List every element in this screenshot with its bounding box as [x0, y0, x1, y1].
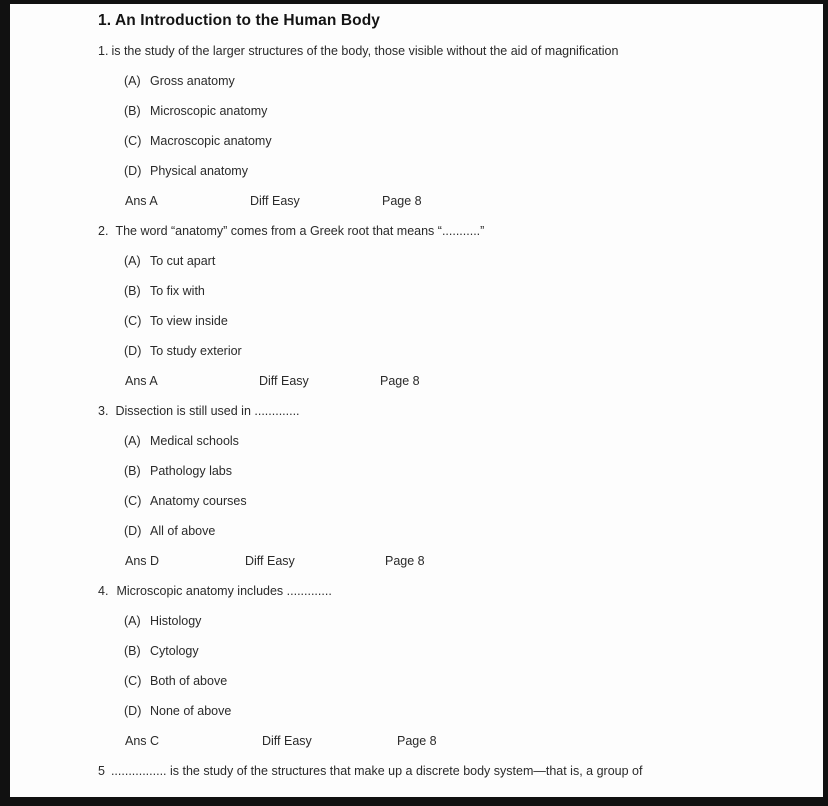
question-text: Dissection is still used in ............. — [115, 404, 300, 418]
option-marker: (D) — [124, 524, 142, 538]
page-ref-label: Page 8 — [385, 554, 425, 568]
option-marker: (C) — [124, 494, 142, 508]
option-line — [98, 696, 823, 726]
option-line — [98, 516, 823, 546]
question-line — [98, 36, 823, 66]
question-number: 1. — [98, 44, 109, 58]
option-text: None of above — [150, 704, 232, 718]
option-marker: (B) — [124, 284, 141, 298]
option-text: Microscopic anatomy — [150, 104, 268, 118]
option-marker: (D) — [124, 704, 142, 718]
option-line — [98, 156, 823, 186]
option-line — [98, 486, 823, 516]
question-block — [98, 216, 823, 396]
option-text: Histology — [150, 614, 202, 628]
document-page — [10, 4, 823, 797]
option-marker: (B) — [124, 644, 141, 658]
question-number: 4. — [98, 584, 109, 598]
answer-row — [98, 186, 823, 216]
answer-row — [98, 366, 823, 396]
difficulty-label: Diff Easy — [250, 194, 300, 208]
question-block — [98, 576, 823, 756]
option-line — [98, 666, 823, 696]
question-line — [98, 396, 823, 426]
answer-label: Ans D — [125, 554, 160, 568]
option-marker: (C) — [124, 134, 142, 148]
question-text: The word “anatomy” comes from a Greek root that means “...........” — [115, 224, 485, 238]
option-marker: (A) — [124, 434, 141, 448]
question-text: is the study of the larger structures of the body, those visible without the aid of magnification — [111, 44, 619, 58]
option-text: Medical schools — [150, 434, 239, 448]
question-text: ................ is the study of the structures that make up a discrete body system—that is, a group of — [110, 764, 643, 778]
option-marker: (C) — [124, 674, 142, 688]
answer-row — [98, 546, 823, 576]
page-ref-label: Page 8 — [397, 734, 437, 748]
question-number: 5 — [98, 764, 105, 778]
option-line — [98, 336, 823, 366]
document-content — [10, 4, 823, 786]
option-marker: (B) — [124, 464, 141, 478]
option-text: Macroscopic anatomy — [150, 134, 272, 148]
option-marker: (C) — [124, 314, 142, 328]
difficulty-label: Diff Easy — [262, 734, 312, 748]
option-line — [98, 306, 823, 336]
option-line — [98, 96, 823, 126]
option-line — [98, 606, 823, 636]
option-line — [98, 276, 823, 306]
option-text: All of above — [150, 524, 216, 538]
option-line — [98, 636, 823, 666]
option-text: Physical anatomy — [150, 164, 248, 178]
question-block — [98, 36, 823, 216]
question-line — [98, 576, 823, 606]
option-line — [98, 246, 823, 276]
option-text: To cut apart — [150, 254, 216, 268]
option-marker: (A) — [124, 254, 141, 268]
answer-label: Ans A — [125, 374, 158, 388]
option-text: Anatomy courses — [150, 494, 247, 508]
question-block — [98, 396, 823, 576]
option-line — [98, 66, 823, 96]
answer-row — [98, 726, 823, 756]
option-line — [98, 126, 823, 156]
question-number: 3. — [98, 404, 109, 418]
option-line — [98, 456, 823, 486]
page-ref-label: Page 8 — [382, 194, 422, 208]
difficulty-label: Diff Easy — [259, 374, 309, 388]
option-text: Pathology labs — [150, 464, 233, 478]
option-text: To fix with — [150, 284, 205, 298]
option-line — [98, 426, 823, 456]
option-marker: (A) — [124, 74, 141, 88]
option-marker: (D) — [124, 344, 142, 358]
option-text: To view inside — [150, 314, 228, 328]
question-line — [98, 216, 823, 246]
difficulty-label: Diff Easy — [245, 554, 295, 568]
option-marker: (A) — [124, 614, 141, 628]
question-number: 2. — [98, 224, 109, 238]
option-text: Cytology — [150, 644, 199, 658]
option-text: To study exterior — [150, 344, 242, 358]
answer-label: Ans C — [125, 734, 160, 748]
question-line-partial — [98, 756, 823, 786]
document-title: 1. An Introduction to the Human Body — [98, 12, 381, 29]
page-ref-label: Page 8 — [380, 374, 420, 388]
option-text: Gross anatomy — [150, 74, 235, 88]
answer-label: Ans A — [125, 194, 158, 208]
option-marker: (B) — [124, 104, 141, 118]
option-marker: (D) — [124, 164, 142, 178]
option-text: Both of above — [150, 674, 228, 688]
question-text: Microscopic anatomy includes ............. — [116, 584, 332, 598]
